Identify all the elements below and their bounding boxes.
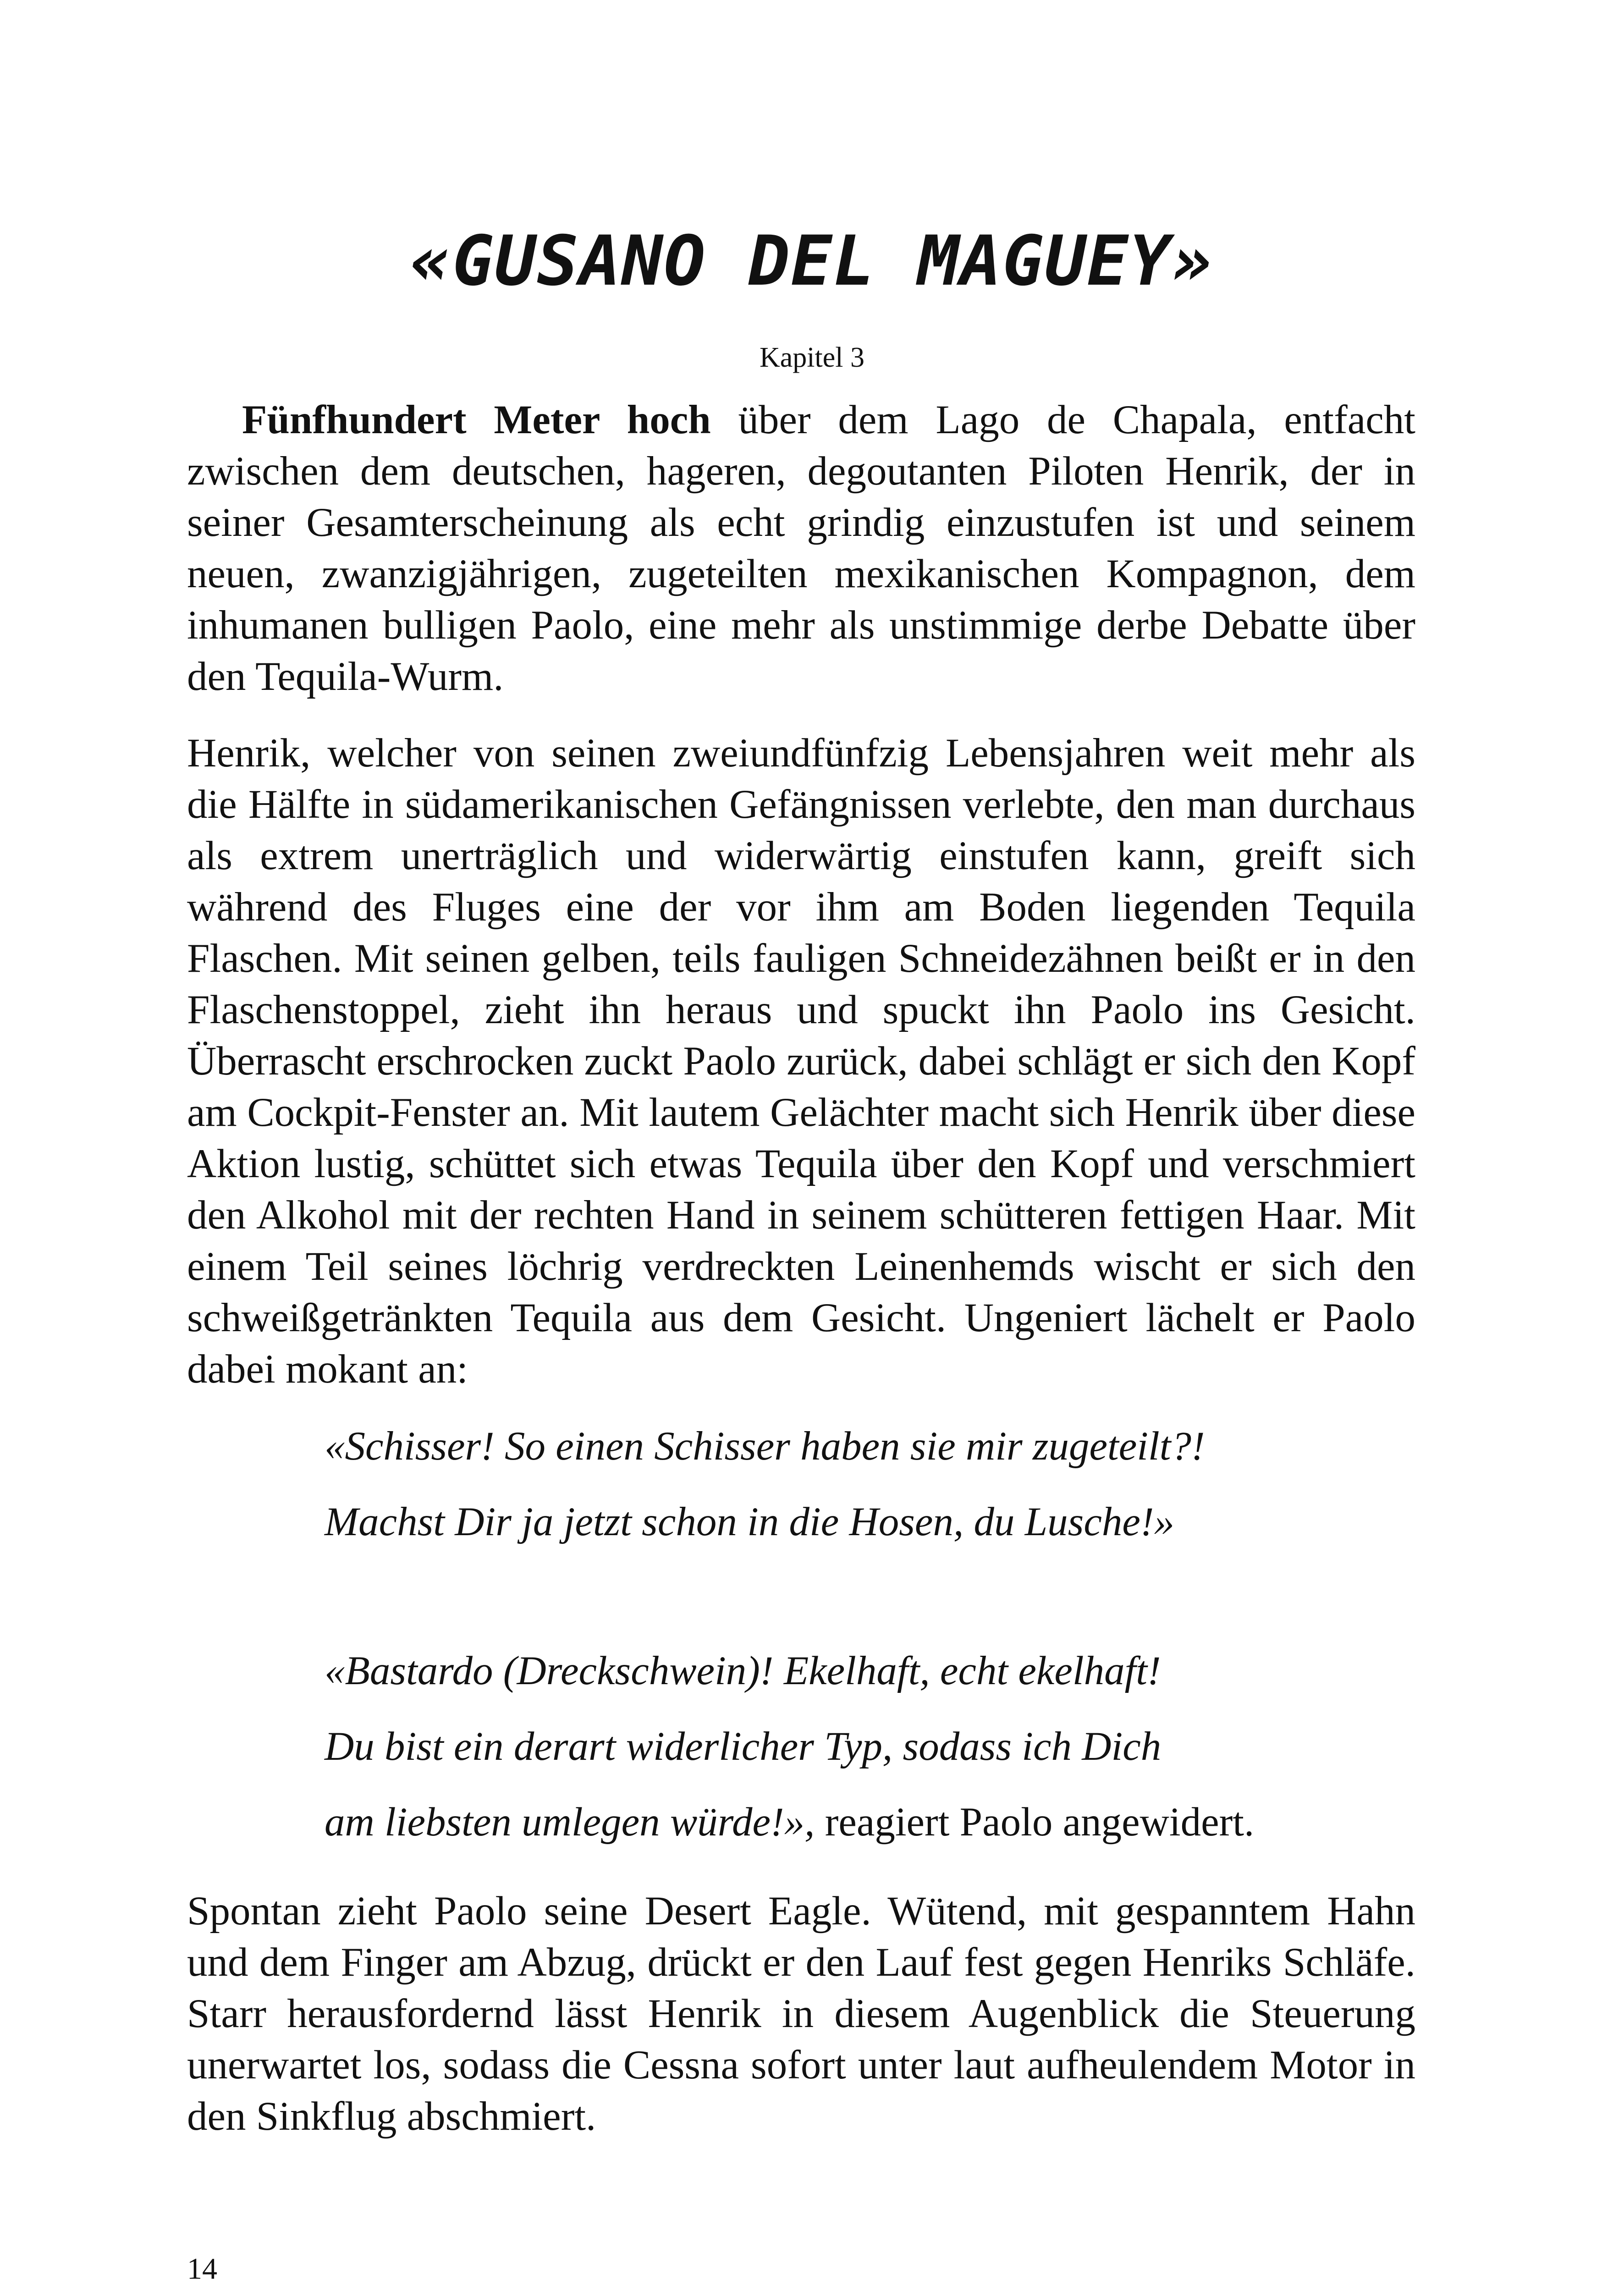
quote-2-line-1: «Bastardo (Dreckschwein)! Ekelhaft, echt ekelhaft!	[325, 1648, 1161, 1693]
paragraph-3: Spontan zieht Paolo seine Desert Eagle. Wütend, mit gespanntem Hahn und dem Finger am Abzug, drückt er den Lauf fest gegen Henriks Schläfe. Starr herausfordernd lässt Henrik in diesem Augenblick die Steuerung unerwartet los, sodass die Cessna sofort unter laut aufheulendem Motor in den Sinkflug abschmiert.	[187, 1889, 1415, 2139]
quote-2-line-2: Du bist ein derart widerlicher Typ, sodass ich Dich	[325, 1724, 1162, 1769]
paragraph-1-lead: Fünfhundert Meter hoch	[242, 397, 711, 442]
quote-2-line-3-italic: am liebsten umlegen würde!»,	[325, 1800, 815, 1845]
paragraph-1-text: über dem Lago de Chapala, entfacht zwischen dem deutschen, hageren, degoutanten Piloten Henrik, der in seiner Gesamterscheinung als echt grindig einzustufen ist und seinem neuen, zwanzigjährigen, zugeteilten mexikanischen Kompagnon, dem inhumanen bulligen Paolo, eine mehr als unstimmige derbe Debatte über den Tequila-Wurm.	[187, 397, 1415, 699]
chapter-subtitle: Kapitel 3	[760, 342, 864, 373]
quote-1-line-2: Machst Dir ja jetzt schon in die Hosen, du Lusche!»	[325, 1499, 1174, 1544]
quote-1-line-1: «Schisser! So einen Schisser haben sie mir zugeteilt?!	[325, 1424, 1205, 1469]
chapter-title: «GUSANO DEL MAGUEY»	[410, 221, 1214, 301]
quote-spacer	[187, 1560, 1415, 1633]
paragraph-2: Henrik, welcher von seinen zweiundfünfzig Lebensjahren weit mehr als die Hälfte in südamerikanischen Gefängnissen verlebte, den man durchaus als extrem unerträglich und widerwärtig einstufen kann, greift sich während des Fluges eine der vor ihm am Boden liegenden Tequila Flaschen. Mit seinen gelben, teils fauligen Schneidezähnen beißt er in den Flaschenstoppel, zieht ihn heraus und spuckt ihn Paolo ins Gesicht. Überrascht erschrocken zuckt Paolo zurück, dabei schlägt er sich den Kopf am Cockpit-Fenster an. Mit lautem Gelächter macht sich Henrik über diese Aktion lustig, schüttet sich etwas Tequila über den Kopf und verschmiert den Alkohol mit der rechten Hand in seinem schütteren fettigen Haar. Mit einem Teil seines löchrig verdreckten Leinenhemds wischt er sich den schweißgetränkten Tequila aus dem Gesicht. Ungeniert lächelt er Paolo dabei mokant an:	[187, 731, 1415, 1392]
page-number: 14	[187, 2252, 217, 2286]
quote-2-line-3	[187, 1785, 1415, 1860]
paragraph-1	[187, 394, 1415, 702]
body-text	[187, 394, 1415, 2142]
quote-2-line-3-suffix: reagiert Paolo angewidert.	[815, 1800, 1255, 1845]
